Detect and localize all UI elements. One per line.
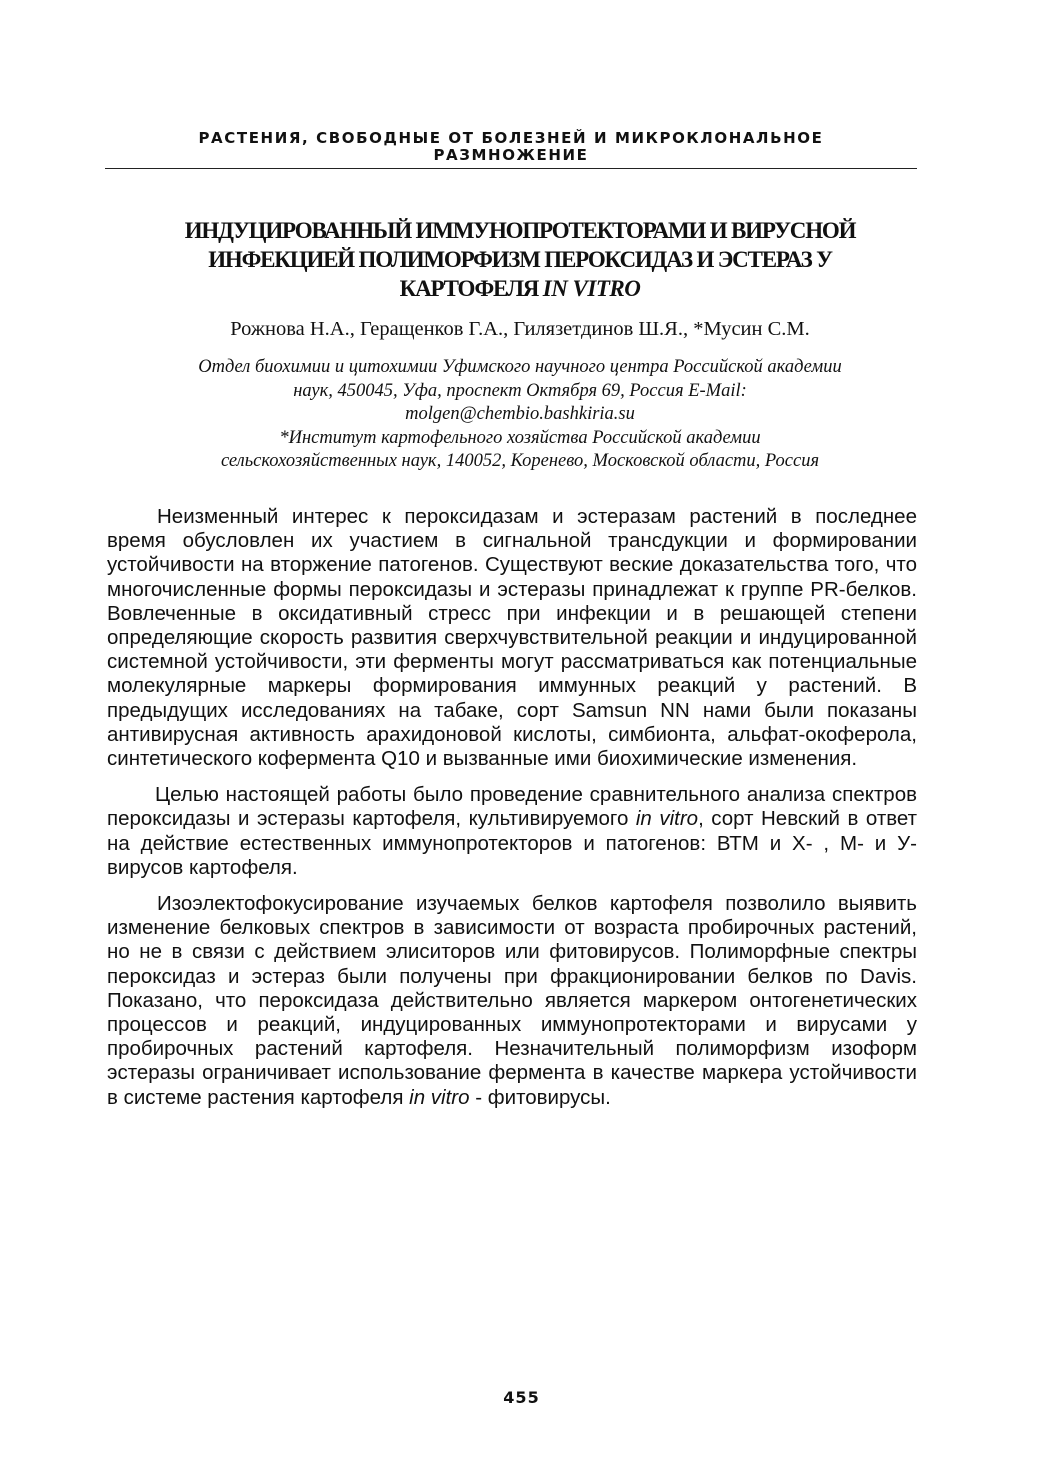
affiliation — [110, 356, 930, 474]
title-line-3-text: КАРТОФЕЛЯ — [399, 276, 543, 301]
affiliation-line-4: *Институт картофельного хозяйства Российской академии — [279, 427, 761, 448]
running-header-line-2: РАЗМНОЖЕНИЕ — [433, 146, 589, 164]
paragraph-1: Неизменный интерес к пероксидазам и эстеразам растений в последнее время обусловлен их участием в сигнальной трансдукции и формировании устойчивости на вторжение патогенов. Существуют веские доказательства того, что многочисленные формы пероксидазы и эстеразы принадлежат к группе PR-белков. Вовлеченные в оксидативный стресс при инфекции и в решающей степени определяющие скорость развития сверхчувствительной реакции и индуцированной системной устойчивости, эти ферменты могут рассматриваться как потенциальные молекулярные маркеры формирования иммунных реакций у растений. В предыдущих исследованиях на табаке, сорт Samsun NN нами были показаны антивирусная активность арахидоновой кислоты, симбионта, альфат-окоферола, синтетического кофермента Q10 и вызванные ими биохимические изменения. — [107, 505, 917, 771]
affiliation-line-1: Отдел биохимии и цитохимии Уфимского научного центра Российской академии — [198, 357, 842, 377]
title-line-3 — [120, 274, 920, 303]
title-in-vitro: IN VITRO — [542, 276, 641, 301]
article-body — [107, 505, 917, 1122]
authors: Рожнова Н.А., Геращенков Г.А., Гилязетдинов Ш.Я., *Мусин С.М. — [230, 318, 810, 340]
title-line-2: ИНФЕКЦИЕЙ ПОЛИМОРФИЗМ ПЕРОКСИДАЗ И ЭСТЕРАЗ У — [208, 247, 832, 272]
running-header-line-1: РАСТЕНИЯ, СВОБОДНЫЕ ОТ БОЛЕЗНЕЙ И МИКРОКЛОНАЛЬНОЕ — [198, 129, 824, 147]
paragraph-2-text-b: , сорт Невский в ответ на действие естественных иммунопротекторов и патогенов: ВТМ и Х- , М- и У- вирусов картофеля. — [107, 807, 917, 879]
affiliation-email: molgen@chembio.bashkiria.su — [405, 404, 635, 424]
running-header — [105, 130, 917, 164]
paragraph-3-italic: in vitro — [409, 1085, 470, 1109]
header-rule — [105, 168, 917, 169]
article-title — [120, 216, 920, 303]
paragraph-3 — [107, 892, 917, 1110]
paragraph-3-text-b: - фитовирусы. — [469, 1085, 611, 1109]
affiliation-line-2: наук, 450045, Уфа, проспект Октября 69, Россия E-Mail: — [293, 380, 747, 401]
paragraph-3-text-a: Изоэлектофокусирование изучаемых белков картофеля позволило выявить изменение белковых спектров в зависимости от возраста пробирочных растений, но не в связи с действием элиситоров или фитовирусов. Полиморфные спектры пероксидаз и эстераз были получены при фракционировании белков по Davis. Показано, что пероксидаза действительно является маркером онтогенетических процессов и реакций, индуцированных иммунопротекторами и вирусами у пробирочных растений картофеля. Незначительный полиморфизм изоформ эстеразы ограничивает использование фермента в качестве маркера устойчивости в системе растения картофеля — [107, 892, 917, 1109]
page-number: 455 — [503, 1388, 540, 1407]
paragraph-2 — [107, 783, 917, 880]
paragraph-2-italic: in vitro — [635, 807, 699, 831]
paragraph-2-text-a: Целью настоящей работы было проведение сравнительного анализа спектров пероксидазы и эстеразы картофеля, культивируемого — [107, 783, 917, 831]
affiliation-line-5: сельскохозяйственных наук, 140052, Коренево, Московской области, Россия — [220, 451, 820, 471]
title-line-1: ИНДУЦИРОВАННЫЙ ИММУНОПРОТЕКТОРАМИ И ВИРУСНОЙ — [184, 218, 856, 243]
